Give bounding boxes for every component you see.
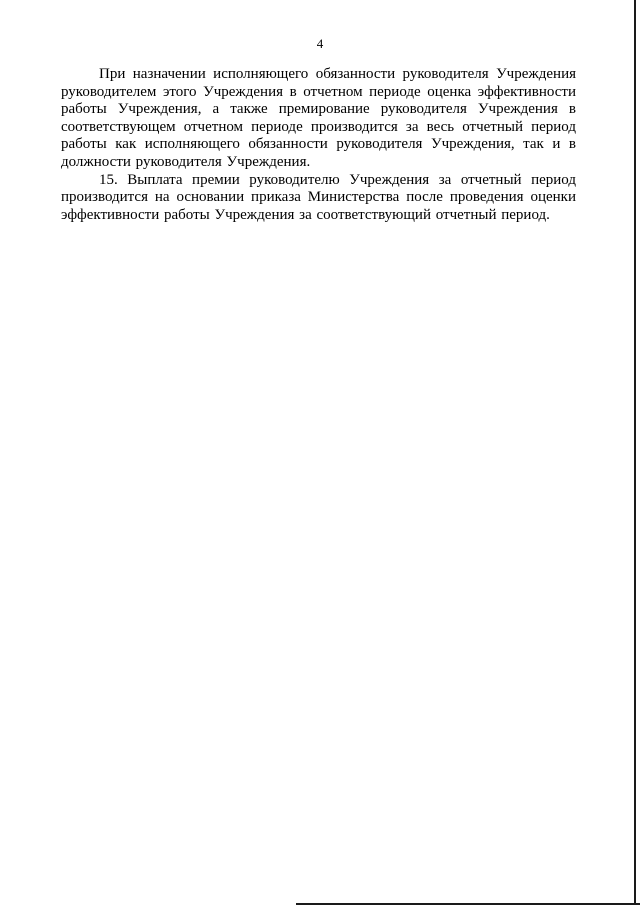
paragraph-acting-head-evaluation: При назначении исполняющего обязанности руководителя Учреждения руководителем этого Учреждения в отчетном периоде оценка эффективности работы Учреждения, а также премирование руководителя Учреждения в соответствующем отчетном периоде производится за весь отчетный период работы как исполняющего обязанности руководителя Учреждения, так и в должности руководителя Учреждения. [61, 66, 576, 170]
paragraph-bonus-payment: 15. Выплата премии руководителю Учреждения за отчетный период производится на основании приказа Министерства после проведения оценки эффективности работы Учреждения за соответствующий отчетный период. [61, 171, 576, 223]
page-number: 4 [316, 36, 324, 51]
scan-edge-right [634, 0, 636, 905]
document-body [61, 66, 576, 224]
